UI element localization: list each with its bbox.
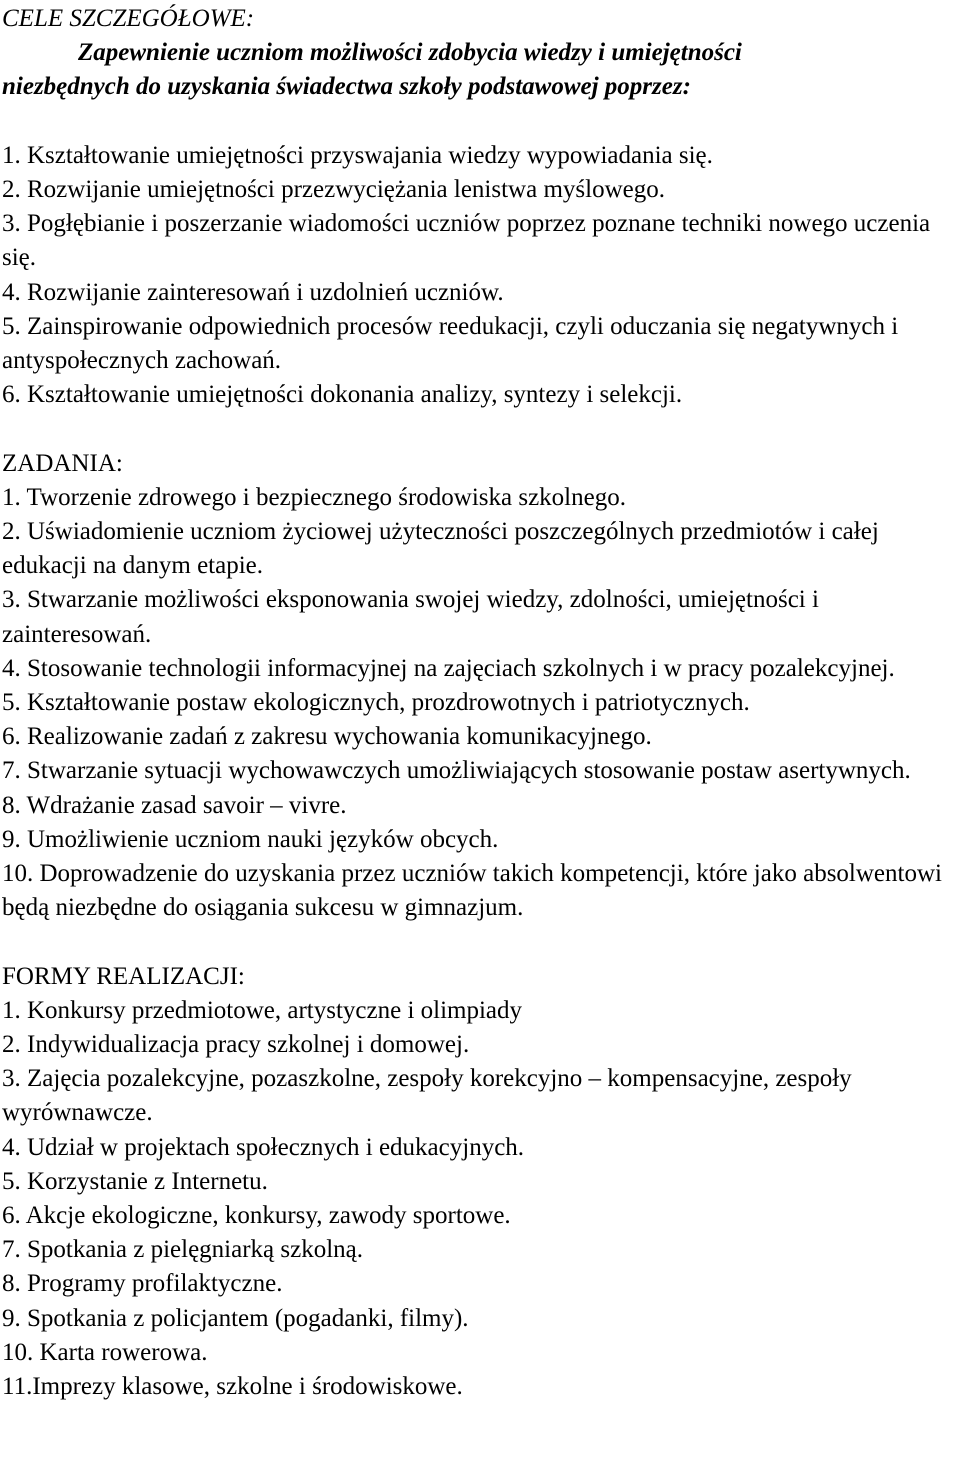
formy-item: 1. Konkursy przedmiotowe, artystyczne i olimpiady [2, 996, 523, 1024]
zadania-item: 8. Wdrażanie zasad savoir – vivre. [2, 791, 347, 819]
cele-item: 6. Kształtowanie umiejętności dokonania analizy, syntezy i selekcji. [2, 381, 683, 409]
cele-intro-line-1: Zapewnienie uczniom możliwości zdobycia wiedzy i umiejętności [78, 39, 742, 67]
cele-item: 2. Rozwijanie umiejętności przezwyciężania lenistwa myślowego. [2, 176, 665, 203]
cele-item: 1. Kształtowanie umiejętności przyswajania wiedzy wypowiadania się. [2, 141, 713, 169]
cele-item: 5. Zainspirowanie odpowiednich procesów reedukacji, czyli oduczania się negatywnych i antyspołecznych zachowań. [2, 312, 899, 375]
formy-item: 4. Udział w projektach społecznych i edukacyjnych. [2, 1133, 525, 1161]
spacer [2, 412, 960, 446]
zadania-item: 7. Stwarzanie sytuacji wychowawczych umożliwiających stosowanie postaw asertywnych. [2, 757, 911, 785]
formy-heading: FORMY REALIZACJI: [2, 962, 245, 990]
formy-item: 9. Spotkania z policjantem (pogadanki, filmy). [2, 1304, 469, 1332]
spacer [2, 925, 960, 959]
zadania-item: 6. Realizowanie zadań z zakresu wychowania komunikacyjnego. [2, 723, 652, 751]
zadania-list [2, 481, 960, 926]
zadania-heading: ZADANIA: [2, 449, 123, 477]
zadania-item: 1. Tworzenie zdrowego i bezpiecznego środowiska szkolnego. [2, 483, 626, 511]
zadania-item: 9. Umożliwienie uczniom nauki języków obcych. [2, 825, 499, 853]
zadania-item: 4. Stosowanie technologii informacyjnej na zajęciach szkolnych i w pracy pozalekcyjnej. [2, 654, 895, 682]
formy-item: 8. Programy profilaktyczne. [2, 1270, 283, 1298]
formy-item: 2. Indywidualizacja pracy szkolnej i domowej. [2, 1031, 470, 1059]
zadania-item: 2. Uświadomienie uczniom życiowej użyteczności poszczególnych przedmiotów i całej edukacji na danym etapie. [2, 518, 879, 580]
formy-item: 5. Korzystanie z Internetu. [2, 1167, 268, 1195]
formy-item: 6. Akcje ekologiczne, konkursy, zawody sportowe. [2, 1202, 511, 1230]
zadania-item: 10. Doprowadzenie do uzyskania przez uczniów takich kompetencji, które jako absolwentowi będą niezbędne do osiągania sukcesu w gimnazjum. [2, 860, 942, 922]
formy-item: 3. Zajęcia pozalekcyjne, pozaszkolne, zespoły korekcyjno – kompensacyjne, zespoły wyrównawcze. [2, 1065, 852, 1127]
cele-intro-line-2: niezbędnych do uzyskania świadectwa szkoły podstawowej poprzez: [2, 73, 691, 101]
cele-item: 4. Rozwijanie zainteresowań i uzdolnień uczniów. [2, 278, 504, 306]
formy-list [2, 994, 960, 1404]
spacer [2, 105, 960, 139]
zadania-item: 5. Kształtowanie postaw ekologicznych, prozdrowotnych i patriotycznych. [2, 689, 750, 717]
cele-heading: CELE SZCZEGÓŁOWE: [2, 5, 255, 32]
cele-item: 3. Pogłębianie i poszerzanie wiadomości uczniów poprzez poznane techniki nowego uczenia się. [2, 210, 931, 272]
formy-item: 10. Karta rowerowa. [2, 1338, 208, 1366]
formy-item: 11.Imprezy klasowe, szkolne i środowiskowe. [2, 1373, 463, 1401]
cele-list [2, 139, 960, 413]
formy-item: 7. Spotkania z pielęgniarką szkolną. [2, 1236, 363, 1264]
zadania-item: 3. Stwarzanie możliwości eksponowania swojej wiedzy, zdolności, umiejętności i zainteresowań. [2, 586, 819, 648]
